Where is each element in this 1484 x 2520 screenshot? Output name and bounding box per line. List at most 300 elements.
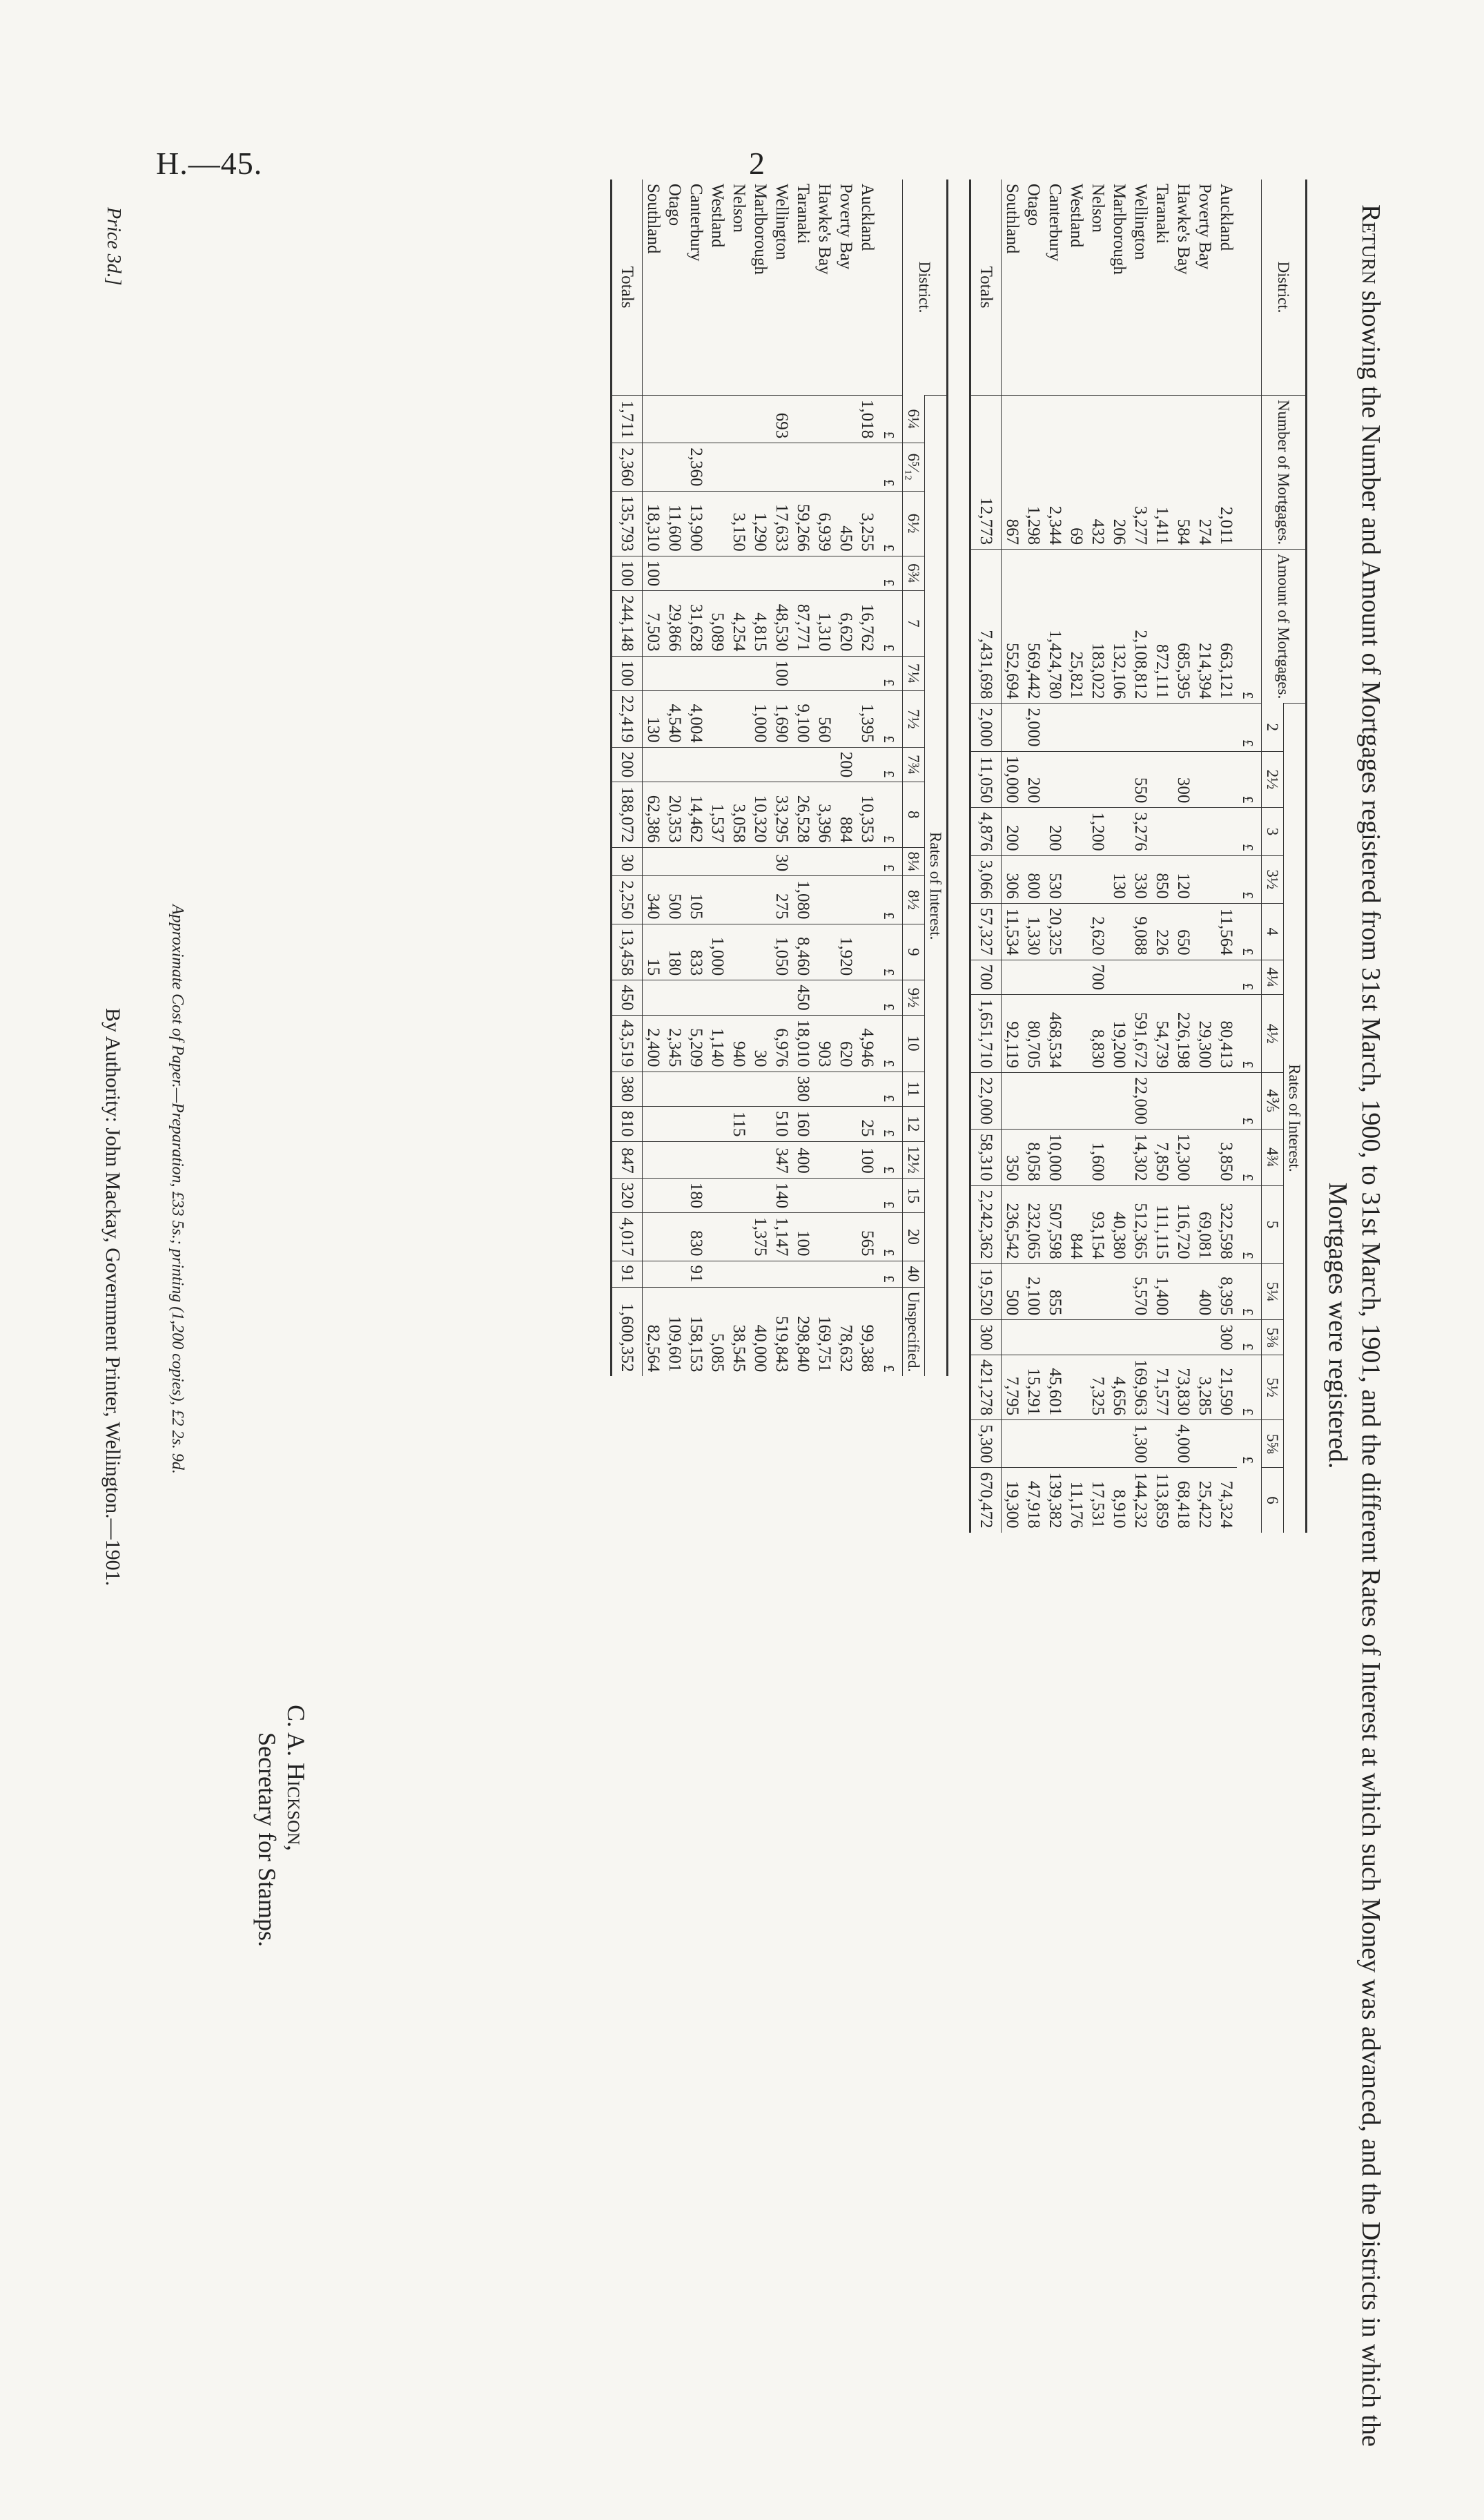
value-cell (1151, 960, 1173, 995)
value-cell: 3,285 (1194, 1355, 1215, 1419)
value-cell (707, 656, 728, 691)
value-cell: 69,081 (1194, 1185, 1215, 1263)
value-cell (835, 1107, 857, 1142)
value-cell (1194, 751, 1215, 808)
value-cell: 214,394 (1194, 550, 1215, 704)
value-cell: 11,600 (664, 491, 685, 556)
value-cell (1109, 808, 1130, 855)
value-cell (643, 1107, 665, 1142)
rate-header: 12 (903, 1107, 925, 1142)
value-cell: 100 (857, 1141, 878, 1178)
value-cell: 236,542 (1002, 1185, 1024, 1263)
rate-header: 7½ (903, 691, 925, 748)
value-cell: 200 (1044, 808, 1066, 855)
value-cell: 1,290 (750, 491, 771, 556)
district-cell: Marlborough (1110, 184, 1129, 275)
value-cell (857, 876, 878, 924)
value-cell: 620 (835, 1015, 857, 1072)
printer-line: By Authority: John Mackay, Government Printer, Wellington.—1901. (101, 1008, 124, 1587)
value-cell (814, 1141, 835, 1178)
value-cell (1194, 704, 1215, 751)
value-cell (728, 1141, 750, 1178)
value-cell: £ (878, 847, 903, 876)
price-note: Price 3d.] (103, 207, 124, 286)
value-cell: £ (878, 980, 903, 1016)
value-cell (664, 556, 685, 591)
rate-header: 7¼ (903, 656, 925, 691)
value-cell: 140 (771, 1178, 792, 1213)
value-cell: 188,072 (612, 782, 643, 847)
value-cell: 3,255 (857, 491, 878, 556)
value-cell (728, 876, 750, 924)
unit-row (878, 180, 903, 1376)
value-cell: 700 (970, 960, 1002, 995)
value-cell: 5,085 (707, 1287, 728, 1376)
value-cell: 2,620 (1087, 903, 1109, 960)
value-cell: £ (1237, 808, 1262, 855)
rate-header: 15 (903, 1178, 925, 1213)
value-cell: 244,148 (612, 591, 643, 656)
value-cell (1044, 1073, 1066, 1130)
value-cell (1215, 808, 1237, 855)
value-cell (728, 691, 750, 748)
value-cell (707, 691, 728, 748)
value-cell: 347 (771, 1141, 792, 1178)
value-cell (750, 1072, 771, 1107)
value-cell (1151, 808, 1173, 855)
value-cell: 550 (1130, 751, 1151, 808)
cost-note: Approximate Cost of Paper.—Preparation, £33 5s.; printing (1,200 copies), £2 2s. 9d. (168, 904, 186, 1474)
value-cell (1130, 704, 1151, 751)
value-cell (643, 1178, 665, 1213)
value-cell: 29,866 (664, 591, 685, 656)
value-cell (1044, 1420, 1066, 1468)
value-cell: 5,089 (707, 591, 728, 656)
district-cell: Southland (644, 184, 663, 254)
value-cell: 19,300 (1002, 1468, 1024, 1533)
value-cell: 74,324 (1215, 1468, 1237, 1533)
value-cell (707, 1072, 728, 1107)
signature-block (253, 1705, 311, 1947)
value-cell (835, 1213, 857, 1261)
value-cell: 8,058 (1023, 1129, 1044, 1185)
value-cell (1173, 808, 1194, 855)
value-cell: 685,395 (1173, 550, 1194, 704)
value-cell (685, 1107, 707, 1142)
table-row (643, 180, 665, 1376)
value-cell: 1,375 (750, 1213, 771, 1261)
value-cell (707, 1213, 728, 1261)
value-cell: 275 (771, 876, 792, 924)
page-number: 2 (749, 146, 765, 181)
rate-header: 9 (903, 924, 925, 980)
value-cell (1194, 1129, 1215, 1185)
district-cell: Canterbury (1046, 184, 1064, 262)
district-cell: Auckland (1217, 184, 1236, 251)
value-cell: 468,534 (1044, 995, 1066, 1073)
value-cell (664, 396, 685, 443)
value-cell (750, 1141, 771, 1178)
number-header: Number of Mortgages. (1262, 396, 1307, 550)
value-cell: 274 (1194, 396, 1215, 550)
table-row (1066, 180, 1087, 1533)
value-cell: 93,154 (1087, 1185, 1109, 1263)
value-cell: 830 (685, 1213, 707, 1261)
value-cell: 560 (814, 691, 835, 748)
value-cell (750, 1107, 771, 1142)
value-cell (1109, 960, 1130, 995)
rate-header: 5¼ (1262, 1263, 1284, 1320)
rate-header: 6⁵⁄₁₂ (903, 443, 925, 491)
value-cell: £ (1237, 1185, 1262, 1263)
value-cell (792, 847, 814, 876)
value-cell (814, 1178, 835, 1213)
value-cell: 3,058 (728, 782, 750, 847)
value-cell (1066, 751, 1087, 808)
value-cell: 47,918 (1023, 1468, 1044, 1533)
value-cell: 18,310 (643, 491, 665, 556)
value-cell: 30 (612, 847, 643, 876)
value-cell: 300 (1215, 1320, 1237, 1355)
value-cell: £ (1237, 1129, 1262, 1185)
rate-header: 8 (903, 782, 925, 847)
value-cell: 2,100 (1023, 1263, 1044, 1320)
value-cell: 109,601 (664, 1287, 685, 1376)
value-cell: 25,422 (1194, 1468, 1215, 1533)
value-cell: 25 (857, 1107, 878, 1142)
value-cell: £ (878, 591, 903, 656)
value-cell (728, 1213, 750, 1261)
value-cell: 569,442 (1023, 550, 1044, 704)
value-cell: 80,705 (1023, 995, 1044, 1073)
value-cell: £ (878, 924, 903, 980)
value-cell: 20,353 (664, 782, 685, 847)
value-cell: 1,310 (814, 591, 835, 656)
value-cell (1087, 1263, 1109, 1320)
value-cell (728, 1178, 750, 1213)
value-cell: 68,418 (1173, 1468, 1194, 1533)
value-cell (1173, 1263, 1194, 1320)
value-cell (643, 396, 665, 443)
rates-header: Rates of Interest. (925, 396, 948, 1377)
value-cell (1066, 995, 1087, 1073)
value-cell: 432 (1087, 396, 1109, 550)
value-cell: 59,266 (792, 491, 814, 556)
value-cell (1066, 903, 1087, 960)
value-cell: 7,325 (1087, 1355, 1109, 1419)
value-cell: 15,291 (1023, 1355, 1044, 1419)
value-cell: 2,360 (612, 443, 643, 491)
value-cell: 8,910 (1109, 1468, 1130, 1533)
district-cell: Westland (1067, 184, 1086, 248)
value-cell (1109, 903, 1130, 960)
rate-header: 4¾ (1262, 1129, 1284, 1185)
value-cell: 298,840 (792, 1287, 814, 1376)
value-cell: £ (878, 396, 903, 443)
value-cell (1215, 751, 1237, 808)
value-cell: 7,431,698 (970, 550, 1002, 704)
value-cell (792, 747, 814, 782)
value-cell (835, 691, 857, 748)
value-cell (1194, 1320, 1215, 1355)
district-cell: Southland (1003, 184, 1022, 254)
value-cell: 1,600,352 (612, 1287, 643, 1376)
value-cell: 38,545 (728, 1287, 750, 1376)
value-cell: 1,395 (857, 691, 878, 748)
value-cell (792, 556, 814, 591)
value-cell: 1,537 (707, 782, 728, 847)
value-cell: 340 (643, 876, 665, 924)
value-cell (814, 1072, 835, 1107)
district-cell: Totals (970, 180, 1002, 396)
value-cell: 1,298 (1023, 396, 1044, 550)
value-cell: 40,000 (750, 1287, 771, 1376)
rates-header: Rates of Interest. (1284, 704, 1307, 1533)
value-cell (1173, 960, 1194, 995)
value-cell (643, 443, 665, 491)
value-cell: 7,850 (1151, 1129, 1173, 1185)
value-cell (814, 1107, 835, 1142)
value-cell: £ (1237, 1073, 1262, 1130)
value-cell: 26,528 (792, 782, 814, 847)
value-cell (707, 491, 728, 556)
value-cell: 507,598 (1044, 1185, 1066, 1263)
value-cell (1151, 1073, 1173, 1130)
value-cell (1066, 1355, 1087, 1419)
value-cell (1151, 1420, 1173, 1468)
value-cell: £ (878, 1213, 903, 1261)
value-cell (685, 1072, 707, 1107)
rate-header: 40 (903, 1261, 925, 1287)
value-cell: 1,651,710 (970, 995, 1002, 1073)
table-row (685, 180, 707, 1376)
table-row (1044, 180, 1066, 1533)
value-cell: 2,108,812 (1130, 550, 1151, 704)
value-cell: 450 (835, 491, 857, 556)
value-cell (1044, 960, 1066, 995)
rate-header: 4⅗ (1262, 1073, 1284, 1130)
value-cell (643, 747, 665, 782)
value-cell (814, 876, 835, 924)
value-cell (707, 556, 728, 591)
value-cell: 54,739 (1151, 995, 1173, 1073)
value-cell: 400 (792, 1141, 814, 1178)
value-cell (1237, 396, 1262, 550)
value-cell: 100 (612, 656, 643, 691)
value-cell: 22,419 (612, 691, 643, 748)
value-cell (835, 1072, 857, 1107)
value-cell (1087, 751, 1109, 808)
table-row (1130, 180, 1151, 1533)
rate-header: 4 (1262, 903, 1284, 960)
value-cell: 180 (685, 1178, 707, 1213)
value-cell: 31,628 (685, 591, 707, 656)
value-cell: 139,382 (1044, 1468, 1066, 1533)
rate-header: 3½ (1262, 855, 1284, 903)
value-cell: 5,570 (1130, 1263, 1151, 1320)
value-cell (664, 443, 685, 491)
value-cell: 850 (1151, 855, 1173, 903)
value-cell (835, 980, 857, 1016)
value-cell: 5,300 (970, 1420, 1002, 1468)
value-cell: 1,411 (1151, 396, 1173, 550)
table-row (792, 180, 814, 1376)
value-cell: £ (1237, 960, 1262, 995)
value-cell: 180 (664, 924, 685, 980)
value-cell: 158,153 (685, 1287, 707, 1376)
value-cell (771, 1261, 792, 1287)
value-cell (750, 876, 771, 924)
value-cell (1151, 704, 1173, 751)
value-cell (728, 656, 750, 691)
unit-row (1237, 180, 1262, 1533)
value-cell: 57,327 (970, 903, 1002, 960)
value-cell: 87,771 (792, 591, 814, 656)
table-row (1109, 180, 1130, 1533)
value-cell: 1,400 (1151, 1263, 1173, 1320)
rotated-sheet (101, 180, 1387, 2472)
value-cell: 591,672 (1130, 995, 1151, 1073)
value-cell (1066, 1320, 1087, 1355)
district-header: District. (1262, 180, 1307, 396)
value-cell (1215, 1420, 1237, 1468)
rate-header: 6¾ (903, 556, 925, 591)
value-cell: 4,004 (685, 691, 707, 748)
value-cell: 6,620 (835, 591, 857, 656)
value-cell: 10,000 (1002, 751, 1024, 808)
value-cell: 9,088 (1130, 903, 1151, 960)
value-cell (728, 556, 750, 591)
value-cell (835, 876, 857, 924)
value-cell: 22,000 (1130, 1073, 1151, 1130)
rate-header: 4½ (1262, 995, 1284, 1073)
rate-header: 5⅜ (1262, 1320, 1284, 1355)
value-cell (814, 1213, 835, 1261)
value-cell: £ (878, 1261, 903, 1287)
value-cell: 130 (643, 691, 665, 748)
mortgages-table-2 (610, 180, 948, 1376)
value-cell (1215, 704, 1237, 751)
value-cell (814, 1261, 835, 1287)
value-cell: 22,000 (970, 1073, 1002, 1130)
value-cell: 8,830 (1087, 995, 1109, 1073)
value-cell (685, 747, 707, 782)
rate-header: 6½ (903, 491, 925, 556)
value-cell (1002, 1320, 1024, 1355)
value-cell (1151, 751, 1173, 808)
value-cell: £ (1237, 751, 1262, 808)
value-cell (792, 396, 814, 443)
district-cell: Totals (612, 180, 643, 396)
value-cell: 14,302 (1130, 1129, 1151, 1185)
value-cell (643, 1261, 665, 1287)
value-cell: 2,344 (1044, 396, 1066, 550)
value-cell (728, 924, 750, 980)
table-row (728, 180, 750, 1376)
value-cell (750, 980, 771, 1016)
table-row (835, 180, 857, 1376)
value-cell: 6,976 (771, 1015, 792, 1072)
value-cell: 14,462 (685, 782, 707, 847)
value-cell (707, 747, 728, 782)
value-cell: 58,310 (970, 1129, 1002, 1185)
value-cell: 160 (792, 1107, 814, 1142)
value-cell (750, 396, 771, 443)
value-cell (1173, 704, 1194, 751)
value-cell (664, 1213, 685, 1261)
value-cell: 226 (1151, 903, 1173, 960)
value-cell (1087, 1320, 1109, 1355)
value-cell: £ (1237, 704, 1262, 751)
value-cell: 71,577 (1151, 1355, 1173, 1419)
table-row (814, 180, 835, 1376)
value-cell (1087, 1420, 1109, 1468)
value-cell (728, 747, 750, 782)
value-cell: 2,000 (970, 704, 1002, 751)
value-cell: 48,530 (771, 591, 792, 656)
value-cell (1002, 960, 1024, 995)
value-cell (1087, 1073, 1109, 1130)
value-cell: 3,850 (1215, 1129, 1237, 1185)
value-cell (771, 1072, 792, 1107)
value-cell (685, 980, 707, 1016)
value-cell (1002, 704, 1024, 751)
value-cell (1109, 1420, 1130, 1468)
district-cell (1237, 180, 1262, 396)
signatory-name: C. A. Hickson, (282, 1705, 310, 1852)
value-cell: 206 (1109, 396, 1130, 550)
value-cell (685, 396, 707, 443)
value-cell (1087, 855, 1109, 903)
value-cell: 12,773 (970, 396, 1002, 550)
rate-header: 12½ (903, 1141, 925, 1178)
value-cell (685, 847, 707, 876)
value-cell (1066, 704, 1087, 751)
value-cell: 99,388 (857, 1287, 878, 1376)
value-cell (707, 1261, 728, 1287)
value-cell: £ (1237, 855, 1262, 903)
value-cell: 135,793 (612, 491, 643, 556)
value-cell (1215, 960, 1237, 995)
value-cell: 693 (771, 396, 792, 443)
value-cell: 330 (1130, 855, 1151, 903)
value-cell: 200 (1023, 751, 1044, 808)
value-cell (771, 747, 792, 782)
table-row (1215, 180, 1237, 1533)
value-cell: 169,751 (814, 1287, 835, 1376)
value-cell: 200 (612, 747, 643, 782)
value-cell (643, 1141, 665, 1178)
value-cell: 12,300 (1173, 1129, 1194, 1185)
value-cell: 2,000 (1023, 704, 1044, 751)
value-cell: £ (878, 443, 903, 491)
value-cell: 500 (664, 876, 685, 924)
value-cell: 1,330 (1023, 903, 1044, 960)
value-cell: 33,295 (771, 782, 792, 847)
value-cell: 11,564 (1215, 903, 1237, 960)
value-cell: £ (878, 1015, 903, 1072)
value-cell: 144,232 (1130, 1468, 1151, 1533)
value-cell (792, 443, 814, 491)
value-cell (707, 1178, 728, 1213)
value-cell: 1,424,780 (1044, 550, 1066, 704)
totals-row (612, 180, 643, 1376)
value-cell: 552,694 (1002, 550, 1024, 704)
value-cell (707, 876, 728, 924)
value-cell (685, 1141, 707, 1178)
signatory-title: Secretary for Stamps. (253, 1732, 281, 1947)
value-cell: 10,353 (857, 782, 878, 847)
